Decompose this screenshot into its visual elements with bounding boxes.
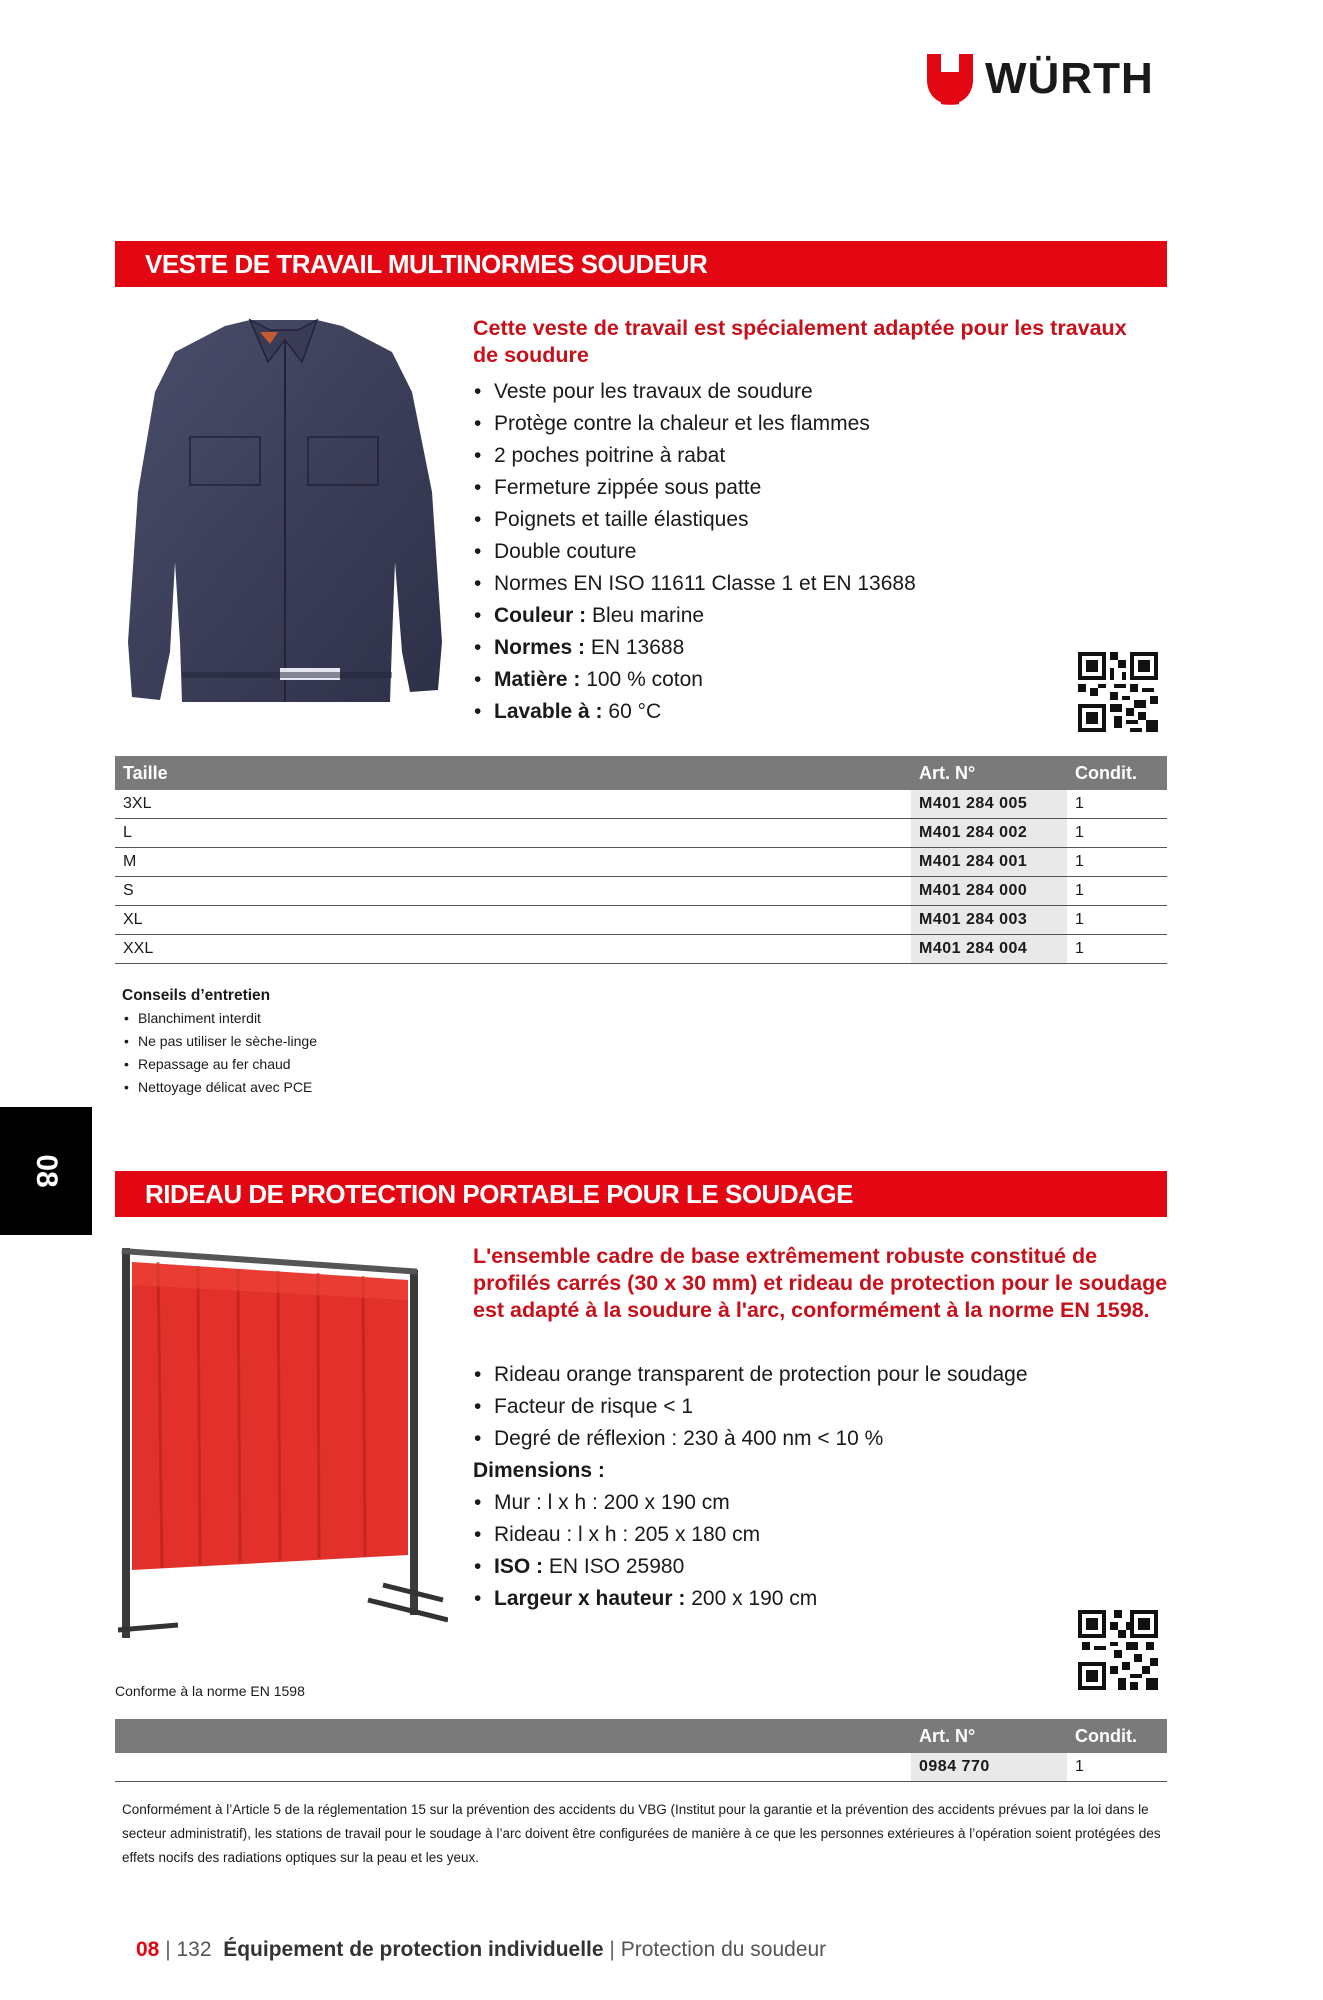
jacket-image — [120, 312, 445, 702]
size-cell: L — [115, 819, 911, 848]
col-header-cond: Condit. — [1067, 1719, 1167, 1753]
article-table — [115, 1719, 1167, 1782]
art-number: M401 284 001 — [911, 848, 1067, 877]
curtain-caption: Conforme à la norme EN 1598 — [115, 1683, 305, 1699]
qr-code-icon[interactable] — [1078, 652, 1158, 732]
section1-title: VESTE DE TRAVAIL MULTINORMES SOUDEUR — [115, 241, 1167, 287]
dim-item: • Rideau : l x h : 205 x 180 cm — [472, 1519, 1172, 1551]
spec-label: Couleur : — [494, 604, 587, 627]
dimensions-title: Dimensions : — [473, 1459, 605, 1482]
spec-item — [472, 1583, 1172, 1615]
feature-item: • Fermeture zippée sous patte — [472, 472, 1132, 504]
table-row — [115, 877, 1167, 906]
spec-item — [472, 696, 1132, 728]
feature-item: • Protège contre la chaleur et les flammes — [472, 408, 1132, 440]
size-table — [115, 756, 1167, 964]
feature-item: • Double couture — [472, 536, 1132, 568]
spec-label: ISO : — [494, 1555, 544, 1578]
cond-cell: 1 — [1067, 819, 1167, 848]
cond-cell: 1 — [1067, 877, 1167, 906]
curtain-image — [118, 1240, 448, 1640]
feature-item: • Facteur de risque < 1 — [472, 1391, 1172, 1423]
care-item: • Nettoyage délicat avec PCE — [122, 1076, 317, 1099]
table-row — [115, 906, 1167, 935]
care-instructions — [122, 984, 317, 1099]
art-number: M401 284 004 — [911, 935, 1067, 964]
care-item: • Blanchiment interdit — [122, 1007, 317, 1030]
cond-cell: 1 — [1067, 1753, 1167, 1782]
footer-category: Équipement de protection individuelle — [223, 1938, 604, 1961]
wurth-logo-mark — [925, 52, 975, 106]
col-header-cond: Condit. — [1067, 756, 1167, 790]
footer-chapter: 08 — [136, 1938, 160, 1961]
feature-item: • 2 poches poitrine à rabat — [472, 440, 1132, 472]
feature-item: • Poignets et taille élastiques — [472, 504, 1132, 536]
feature-item: • Degré de réflexion : 230 à 400 nm < 10 % — [472, 1423, 1172, 1455]
spec-value: 100 % coton — [586, 668, 703, 691]
feature-item: • Normes EN ISO 11611 Classe 1 et EN 13688 — [472, 568, 1132, 600]
care-title: Conseils d’entretien — [122, 987, 271, 1004]
col-header-empty — [115, 1719, 911, 1753]
spec-value: EN 13688 — [590, 636, 685, 659]
spec-value: Bleu marine — [592, 604, 705, 627]
feature-item: • Rideau orange transparent de protection pour le soudage — [472, 1359, 1172, 1391]
chapter-tab — [0, 1107, 92, 1235]
care-item: • Ne pas utiliser le sèche-linge — [122, 1030, 317, 1053]
size-cell: M — [115, 848, 911, 877]
spec-label: Matière : — [494, 668, 581, 691]
regulation-note: Conformément à l’Article 5 de la réglementation 15 sur la prévention des accidents du VBG (Institut pour la garantie et la prévention des accidents prévues par la loi dans le secteur administratif), les stations de travail pour le soudage à l’arc doivent être configurées de manière à ce que les personnes extérieures à l’opération soient protégées des effets nocifs des radiations optiques sur la peau et les yeux. — [122, 1802, 1161, 1865]
spec-value: EN ISO 25980 — [548, 1555, 685, 1578]
footer-subcategory: Protection du soudeur — [620, 1938, 827, 1961]
art-number: 0984 770 — [911, 1753, 1067, 1782]
section1-lead: Cette veste de travail est spécialement adaptée pour les travaux de soudure — [473, 316, 1127, 367]
care-item: • Repassage au fer chaud — [122, 1053, 317, 1076]
col-header-size: Taille — [115, 756, 911, 790]
empty-cell — [115, 1753, 911, 1782]
cond-cell: 1 — [1067, 790, 1167, 819]
footer-page: 132 — [176, 1938, 212, 1961]
size-cell: S — [115, 877, 911, 906]
page-footer: 08 | 132 Équipement de protection individuelle | Protection du soudeur — [136, 1938, 827, 1961]
dim-item: • Mur : l x h : 200 x 190 cm — [472, 1487, 1172, 1519]
art-number: M401 284 005 — [911, 790, 1067, 819]
spec-label: Largeur x hauteur : — [494, 1587, 686, 1610]
art-number: M401 284 003 — [911, 906, 1067, 935]
feature-item: • Veste pour les travaux de soudure — [472, 376, 1132, 408]
section1-features — [472, 376, 1132, 728]
spec-value: 60 °C — [608, 700, 662, 723]
section2-lead: L'ensemble cadre de base extrêmement robuste constitué de profilés carrés (30 x 30 mm) et rideau de protection pour le soudage est adapté à la soudure à l'arc, conformément à la norme EN 1598. — [473, 1244, 1168, 1322]
spec-item — [472, 632, 1132, 664]
art-number: M401 284 000 — [911, 877, 1067, 906]
size-cell: 3XL — [115, 790, 911, 819]
chapter-tab-label: 08 — [30, 1154, 63, 1188]
cond-cell: 1 — [1067, 906, 1167, 935]
cond-cell: 1 — [1067, 935, 1167, 964]
size-cell: XXL — [115, 935, 911, 964]
spec-label: Normes : — [494, 636, 586, 659]
spec-item — [472, 600, 1132, 632]
section2-features — [472, 1359, 1172, 1455]
col-header-art: Art. N° — [911, 1719, 1067, 1753]
table-row — [115, 819, 1167, 848]
spec-item — [472, 664, 1132, 696]
qr-code-icon[interactable] — [1078, 1610, 1158, 1690]
spec-label: Lavable à : — [494, 700, 603, 723]
spec-item — [472, 1551, 1172, 1583]
size-cell: XL — [115, 906, 911, 935]
art-number: M401 284 002 — [911, 819, 1067, 848]
cond-cell: 1 — [1067, 848, 1167, 877]
table-row — [115, 848, 1167, 877]
table-row — [115, 935, 1167, 964]
section2-title: RIDEAU DE PROTECTION PORTABLE POUR LE SOUDAGE — [115, 1171, 1167, 1217]
spec-value: 200 x 190 cm — [691, 1587, 818, 1610]
brand-name: WÜRTH — [985, 54, 1154, 103]
wurth-logo — [925, 52, 1170, 106]
table-row — [115, 1753, 1167, 1782]
table-row — [115, 790, 1167, 819]
section2-dims — [472, 1487, 1172, 1615]
col-header-art: Art. N° — [911, 756, 1067, 790]
